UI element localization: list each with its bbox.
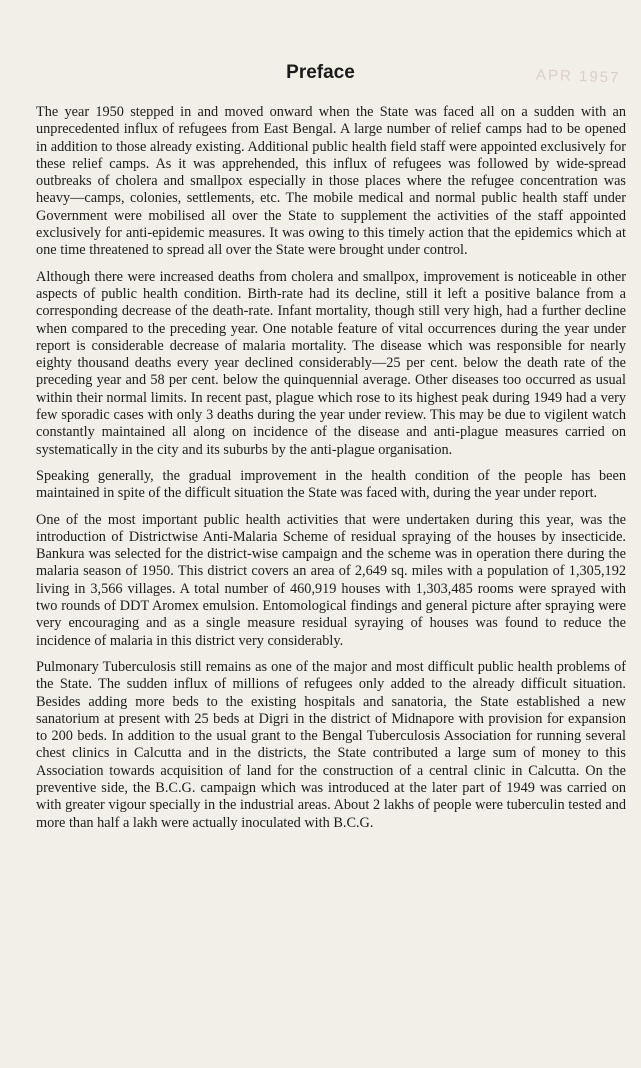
paragraph-4: One of the most important public health activities that were undertaken during this year, was the introduction of Districtwise Anti-Malaria Scheme of residual spraying of the houses by insecticide. Bankura was selected for the district-wise campaign and the scheme was in operation there during the malaria season of 1950. This district covers an area of 2,649 sq. miles with a population of 1,305,192 living in 3,566 villages. A total number of 460,919 houses with 1,303,485 rooms were sprayed with two rounds of DDT Aromex emulsion. Entomological findings and general picture after spraying were very encouraging and as a single measure residual syraying of houses was found to reduce the incidence of malaria in this district very considerably. [36, 511, 626, 649]
preface-body [36, 104, 626, 841]
paragraph-2: Although there were increased deaths from cholera and smallpox, improvement is noticeable in other aspects of public health condition. Birth-rate had its decline, still it left a positive balance from a corresponding decrease of the death-rate. Infant mortality, though still very high, had a further decline when compared to the preceding year. One notable feature of vital occurrences during the year under report is considerable decrease of malaria mortality. The disease which was responsible for nearly eighty thousand deaths every year declined considerably—25 per cent. below the death rate of the preceding year and 58 per cent. below the quinquennial average. Other diseases too occurred as usual within their normal limits. In recent past, plague which rose to its highest peak during 1949 had a very few sporadic cases with only 3 deaths during the year under review. This may be due to vigilent watch constantly maintained all along on incidence of the disease and anti-plague measures carried on systematically in the city and its suburbs by the anti-plague organisation. [36, 268, 626, 458]
page-title: Preface [286, 62, 355, 83]
paragraph-5: Pulmonary Tuberculosis still remains as one of the major and most difficult public health problems of the State. The sudden influx of millions of refugees only added to the already difficult situation. Besides adding more beds to the existing hospitals and sanatoria, the State established a new sanatorium at present with 25 beds at Digri in the district of Midnapore with provision for expansion to 200 beds. In addition to the usual grant to the Bengal Tuberculosis Association for running several chest clinics in Calcutta and in the districts, the State contributed a large sum of money to this Association towards acquisition of land for the construction of a central clinic in Calcutta. On the preventive side, the B.C.G. campaign which was introduced at the later part of 1949 was carried on with greater vigour specially in the industrial areas. About 2 lakhs of people were tuberculin tested and more than half a lakh were actually inoculated with B.C.G. [36, 658, 626, 831]
paragraph-3: Speaking generally, the gradual improvement in the health condition of the people has been maintained in spite of the difficult situation the State was faced with, during the year under report. [36, 467, 626, 502]
stamp-text: APR 1957 [535, 66, 621, 87]
paragraph-1: The year 1950 stepped in and moved onward when the State was faced all on a sudden with an unprecedented influx of refugees from East Bengal. A large number of relief camps had to be opened in addition to those already existing. Additional public health field staff were appointed exclusively for these relief camps. As it was apprehended, this influx of refugees was followed by wide-spread outbreaks of cholera and smallpox especially in those places where the refugee concentration was heavy—camps, colonies, settlements, etc. The mobile medical and normal public health staff under Government were mobilised all over the State to supplement the activities of the staff appointed exclusively for anti-epidemic measures. It was owing to this timely action that the epidemics which at one time threatened to spread all over the State were brought under control. [36, 104, 626, 259]
